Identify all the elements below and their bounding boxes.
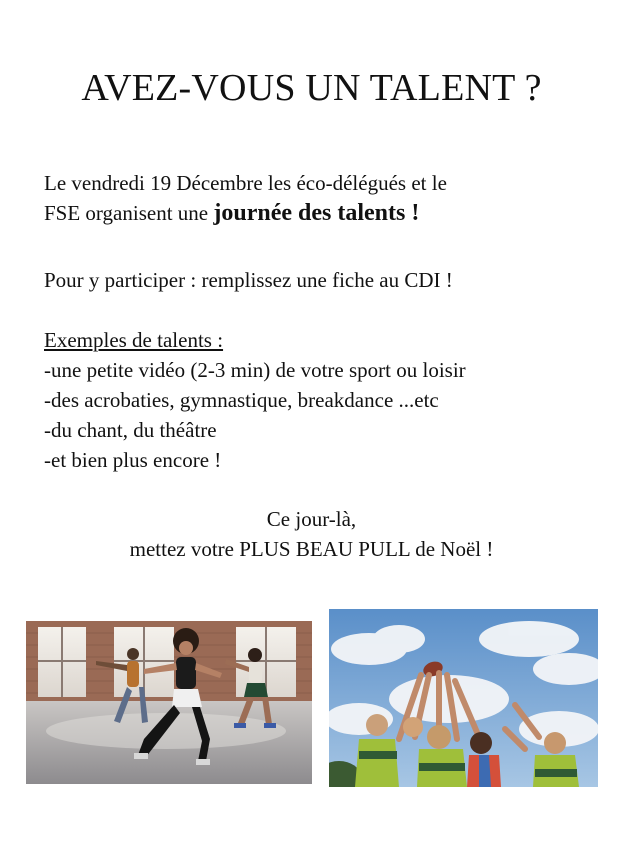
closing-line-2: mettez votre PLUS BEAU PULL de Noël !: [129, 537, 494, 561]
example-item: -une petite vidéo (2-3 min) de votre sport ou loisir: [44, 358, 466, 382]
rugby-photo: [329, 609, 598, 787]
intro-line-1: Le vendredi 19 Décembre les éco-délégués et le: [44, 171, 447, 195]
page-title: AVEZ-VOUS UN TALENT ?: [81, 67, 542, 109]
example-item: -et bien plus encore !: [44, 448, 222, 472]
intro-paragraph: [44, 168, 604, 228]
closing-message: [0, 504, 623, 564]
examples-heading: Exemples de talents :: [44, 328, 224, 352]
intro-line-2-prefix: FSE organisent une: [44, 201, 214, 225]
talent-day-highlight: journée des talents !: [213, 200, 420, 226]
examples-section: [44, 325, 466, 475]
example-item: -des acrobaties, gymnastique, breakdance ...etc: [44, 388, 439, 412]
closing-line-1: Ce jour-là,: [266, 507, 357, 531]
dance-photo: [26, 621, 312, 784]
example-item: -du chant, du théâtre: [44, 418, 217, 442]
participate-paragraph: Pour y participer : remplissez une fiche au CDI !: [44, 268, 453, 292]
